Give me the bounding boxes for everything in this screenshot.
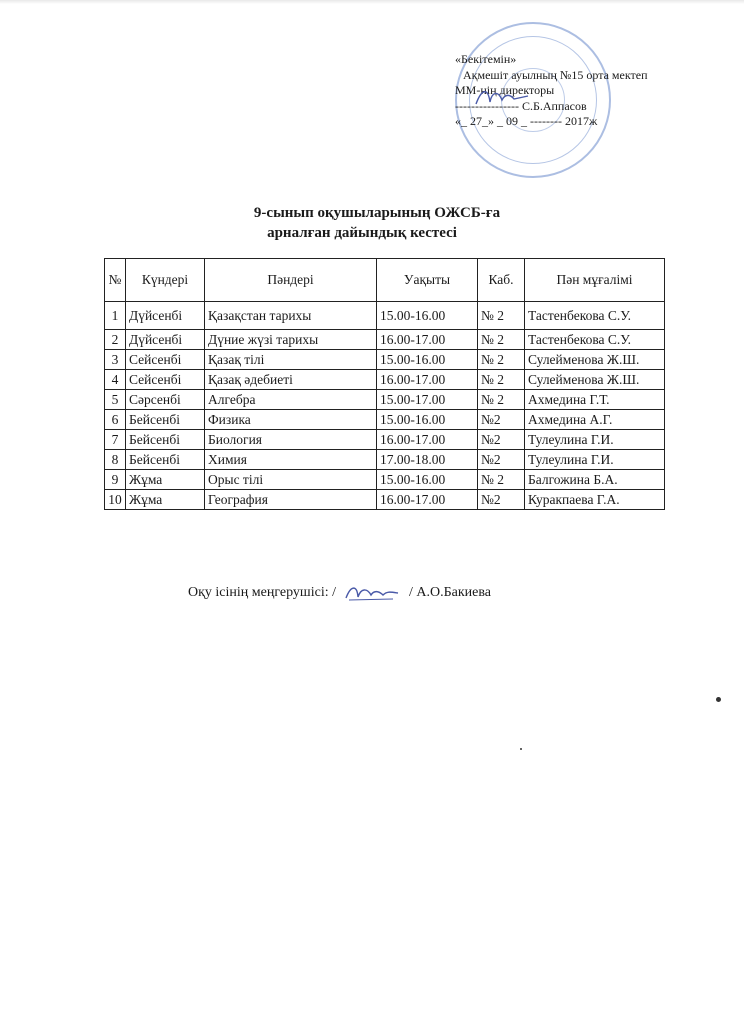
table-row [105, 350, 665, 370]
cell-num: 5 [105, 390, 126, 410]
schedule-table [104, 258, 665, 510]
scan-speck [520, 748, 522, 750]
cell-day: Жұма [126, 470, 205, 490]
scan-speck [716, 697, 721, 702]
header-day: Күндері [126, 259, 205, 302]
cell-room: № 2 [478, 370, 525, 390]
cell-day: Сейсенбі [126, 370, 205, 390]
cell-teacher: Куракпаева Г.А. [525, 490, 665, 510]
cell-day: Сейсенбі [126, 350, 205, 370]
cell-room: №2 [478, 450, 525, 470]
signature-name: / А.О.Бакиева [408, 585, 491, 601]
cell-day: Бейсенбі [126, 450, 205, 470]
cell-teacher: Ахмедина А.Г. [525, 410, 665, 430]
cell-day: Жұма [126, 490, 205, 510]
approval-date: «_ 27_» _ 09 _ -------- 2017ж [455, 114, 598, 128]
cell-room: №2 [478, 490, 525, 510]
scan-edge [0, 0, 744, 4]
cell-day: Сәрсенбі [126, 390, 205, 410]
cell-time: 17.00-18.00 [377, 450, 478, 470]
header-room: Каб. [478, 259, 525, 302]
cell-num: 3 [105, 350, 126, 370]
cell-subject: Орыс тілі [205, 470, 377, 490]
cell-time: 16.00-17.00 [377, 430, 478, 450]
cell-subject: Қазақ тілі [205, 350, 377, 370]
cell-teacher: Тастенбекова С.У. [525, 302, 665, 330]
cell-subject: География [205, 490, 377, 510]
cell-num: 7 [105, 430, 126, 450]
table-row [105, 430, 665, 450]
cell-subject: Химия [205, 450, 377, 470]
cell-day: Дүйсенбі [126, 330, 205, 350]
cell-teacher: Тастенбекова С.У. [525, 330, 665, 350]
table-row [105, 370, 665, 390]
director-signature [472, 84, 532, 110]
table-row [105, 302, 665, 330]
header-subject: Пәндері [205, 259, 377, 302]
cell-num: 4 [105, 370, 126, 390]
cell-subject: Биология [205, 430, 377, 450]
title-line-2: арналған дайындық кестесі [267, 225, 457, 241]
cell-room: № 2 [478, 350, 525, 370]
cell-time: 16.00-17.00 [377, 370, 478, 390]
cell-teacher: Сулейменова Ж.Ш. [525, 370, 665, 390]
head-teacher-signature [343, 582, 401, 604]
cell-num: 6 [105, 410, 126, 430]
approval-heading: «Бекітемін» [455, 52, 517, 66]
cell-room: № 2 [478, 330, 525, 350]
table-row [105, 330, 665, 350]
cell-room: № 2 [478, 470, 525, 490]
cell-subject: Дүние жүзі тарихы [205, 330, 377, 350]
cell-day: Дүйсенбі [126, 302, 205, 330]
cell-teacher: Балгожина Б.А. [525, 470, 665, 490]
cell-num: 9 [105, 470, 126, 490]
cell-room: №2 [478, 410, 525, 430]
cell-teacher: Тулеулина Г.И. [525, 450, 665, 470]
cell-room: № 2 [478, 302, 525, 330]
cell-subject: Алгебра [205, 390, 377, 410]
approval-position: ММ-нің директоры [455, 83, 555, 97]
cell-num: 1 [105, 302, 126, 330]
cell-teacher: Сулейменова Ж.Ш. [525, 350, 665, 370]
signature-label: Оқу ісінің меңгерушісі: / [188, 585, 336, 601]
cell-time: 15.00-16.00 [377, 470, 478, 490]
document-title [0, 203, 744, 243]
cell-time: 15.00-16.00 [377, 410, 478, 430]
cell-day: Бейсенбі [126, 430, 205, 450]
table-row [105, 450, 665, 470]
cell-num: 8 [105, 450, 126, 470]
cell-subject: Қазақ әдебиеті [205, 370, 377, 390]
cell-num: 10 [105, 490, 126, 510]
table-row [105, 390, 665, 410]
cell-time: 15.00-17.00 [377, 390, 478, 410]
table-row [105, 490, 665, 510]
cell-day: Бейсенбі [126, 410, 205, 430]
cell-num: 2 [105, 330, 126, 350]
cell-time: 16.00-17.00 [377, 490, 478, 510]
approval-director: ---------------- С.Б.Аппасов [455, 98, 587, 113]
cell-time: 15.00-16.00 [377, 302, 478, 330]
cell-time: 15.00-16.00 [377, 350, 478, 370]
title-line-1: 9-сынып оқушыларының ОЖСБ-ға [253, 205, 501, 221]
cell-subject: Қазақстан тарихы [205, 302, 377, 330]
header-num: № [105, 259, 126, 302]
table-row [105, 410, 665, 430]
cell-time: 16.00-17.00 [377, 330, 478, 350]
header-teacher: Пән мұғалімі [525, 259, 665, 302]
cell-teacher: Тулеулина Г.И. [525, 430, 665, 450]
table-header-row [105, 259, 665, 302]
approval-school: Ақмешіт ауылның №15 орта мектеп [463, 67, 648, 82]
table-row [105, 470, 665, 490]
cell-teacher: Ахмедина Г.Т. [525, 390, 665, 410]
cell-room: № 2 [478, 390, 525, 410]
header-time: Уақыты [377, 259, 478, 302]
cell-subject: Физика [205, 410, 377, 430]
cell-room: №2 [478, 430, 525, 450]
head-teacher-signature-line [188, 582, 491, 604]
